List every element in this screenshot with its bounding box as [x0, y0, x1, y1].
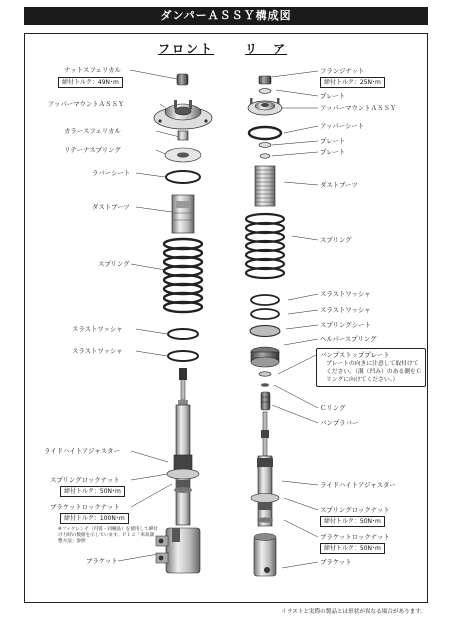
front-spring: [164, 239, 202, 312]
front-torque-note: ※フックレンチ（円弧・同梱品）を使用して締付け力時の数値を示しています。Ｐ１２「車高調整方法」参照: [58, 527, 158, 545]
front-header: フロント: [158, 42, 215, 56]
rear-bracket: [254, 534, 276, 577]
page-title: ダンパーＡＳＳＹ構成図: [24, 7, 428, 25]
front-retainer-spring: [165, 148, 201, 162]
rear-thrust-washer-1-label: スラストワッシャ: [320, 290, 371, 298]
front-nut-spherical: [177, 74, 188, 85]
rear-dust-boot: [255, 166, 275, 206]
rear-upper-mount: [248, 98, 282, 115]
rear-thrust-washers: [251, 295, 279, 319]
rear-bump-rubber-label: バンプラバー: [320, 419, 359, 427]
front-rubber-sheet-label: ラバーシート: [92, 169, 131, 177]
front-dust-boot: [172, 195, 194, 233]
rear-spring-sheet: [250, 326, 280, 337]
rear-bump-stop-note: プレートの向きに注意して取付けてください。（溝（凹み）のある側をＣリングに向けてください。）: [326, 361, 422, 383]
front-spring-lock-torque-box: 締付トルク：50N･m: [60, 486, 125, 497]
front-upper-mount: [154, 100, 212, 129]
rear-thrust-washer-2-label: スラストワッシャ: [320, 306, 371, 314]
rear-c-ring-label: Ｃリング: [320, 404, 346, 412]
front-damper-body: [167, 368, 199, 525]
front-bracket-lock-torque-box: 締付トルク：100N･m: [60, 513, 129, 524]
rear-helper-spring: [251, 347, 279, 367]
front-thrust-washers: [168, 329, 198, 361]
front-nut-spherical-label: ナットスフェリカル: [64, 66, 121, 74]
rear-bump-rubber: [261, 392, 270, 410]
front-leader-lines: [118, 70, 180, 561]
rear-dust-boot-label: ダストブーツ: [320, 181, 358, 189]
rear-bump-stop-plate-label: バンプストッププレート: [320, 351, 390, 359]
front-thrust-washer-2-label: スラストワッシャ: [72, 347, 123, 355]
front-bracket-label: ブラケット: [86, 557, 118, 565]
rear-spring-label: スプリング: [320, 236, 352, 244]
rear-bump-stop-plate: [259, 372, 271, 376]
front-retainer-spring-label: リテーナスプリング: [64, 146, 121, 154]
rear-bump-stop-callout: [316, 348, 426, 387]
rear-damper-body: [251, 412, 279, 526]
rear-plate-1-label: プレート: [320, 137, 346, 145]
rear-bracket-lock-torque-box: 締付トルク：50N･m: [320, 543, 385, 554]
rear-spring: [246, 214, 284, 278]
rear-c-ring: [261, 383, 269, 387]
rear-plate-2-label: プレート: [320, 148, 346, 156]
front-bracket-lock-label: ブラケットロックナット: [50, 503, 120, 511]
front-rubber-sheet: [166, 171, 200, 183]
front-dust-boot-label: ダストブーツ: [92, 203, 130, 211]
front-collar-spherical: [178, 131, 188, 140]
rear-spring-lock-label: スプリングロックナット: [320, 506, 390, 514]
rear-spring-sheet-label: スプリングシート: [320, 321, 371, 329]
rear-header: リ ア: [245, 42, 288, 56]
rear-plates: [259, 143, 271, 159]
rear-plate-top-label: プレート: [320, 92, 346, 100]
rear-plate-top: [259, 89, 271, 94]
rear-upper-sheet: [249, 127, 281, 139]
footer-note: イラストと実際の製品とは形状が異なる場合があります。: [281, 609, 426, 615]
rear-bracket-label: ブラケット: [320, 558, 352, 566]
rear-flange-nut-label: フランジナット: [320, 67, 365, 75]
rear-flange-torque-box: 締付トルク：25N･m: [320, 77, 385, 88]
rear-flange-nut: [259, 76, 271, 84]
rear-upper-sheet-label: アッパーシート: [320, 122, 365, 130]
rear-spring-lock-torque-box: 締付トルク：50N･m: [320, 516, 385, 527]
front-bracket: [156, 528, 200, 573]
front-spring-lock-label: スプリングロックナット: [50, 476, 120, 484]
front-collar-spherical-label: カラースフェリカル: [64, 127, 121, 135]
rear-leader-lines: [272, 71, 318, 568]
front-upper-mount-label: アッパーマウントＡＳＳＹ: [48, 100, 125, 108]
rear-upper-mount-label: アッパーマウントＡＳＳＹ: [320, 104, 397, 112]
front-nut-torque-box: 締付トルク：49N･m: [58, 77, 123, 88]
front-ride-height-label: ライドハイトアジャスター: [44, 447, 120, 455]
rear-ride-height-label: ライドハイトアジャスター: [320, 481, 396, 489]
rear-helper-spring-label: ヘルパースプリング: [320, 335, 377, 343]
front-spring-label: スプリング: [98, 260, 130, 268]
rear-bracket-lock-label: ブラケットロックナット: [320, 533, 390, 541]
front-thrust-washer-1-label: スラストワッシャ: [72, 325, 123, 333]
